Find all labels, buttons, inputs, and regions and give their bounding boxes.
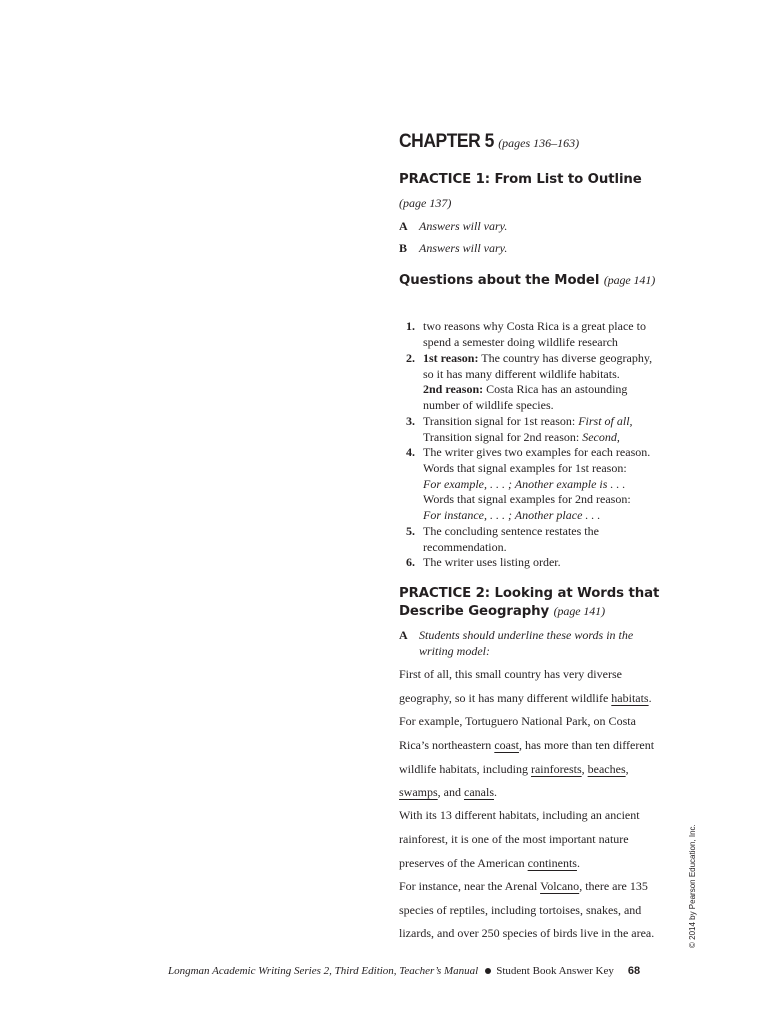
practice2-heading-text: Describe Geography xyxy=(399,604,550,619)
footer-series-title: Longman Academic Writing Series 2, Third Edition, Teacher’s Manual xyxy=(168,965,479,977)
underlined-word: coast xyxy=(494,738,519,752)
practice1-a-label: A xyxy=(399,219,408,233)
footer-section: Student Book Answer Key xyxy=(496,965,614,977)
list-item-number: 6. xyxy=(406,555,415,569)
list-item-text xyxy=(423,381,627,397)
questions-heading xyxy=(399,273,655,288)
excerpt-text: , xyxy=(625,762,629,776)
list-item-text: two reasons why Costa Rica is a great place to xyxy=(423,319,646,333)
excerpt-line: For example, Tortuguero National Park, on Costa xyxy=(399,714,636,728)
excerpt-line: rainforest, it is one of the most important nature xyxy=(399,832,629,846)
practice1-page-ref: (page 137) xyxy=(399,196,452,210)
list-item-text: recommendation. xyxy=(423,540,507,554)
list-item-text: The writer gives two examples for each reason. xyxy=(423,445,651,459)
signal-label: Transition signal for 1st reason: xyxy=(423,414,579,428)
practice1-b-label: B xyxy=(399,241,408,255)
practice1-b-text: Answers will vary. xyxy=(419,241,508,255)
underlined-word: rainforests xyxy=(530,762,582,776)
excerpt-text: preserves of the American xyxy=(399,856,528,870)
excerpt-line: With its 13 different habitats, including an ancient xyxy=(399,808,640,822)
reason-label: 1st reason: xyxy=(423,351,479,365)
list-item-text: The writer uses listing order. xyxy=(423,555,561,569)
bullet-icon xyxy=(485,968,491,974)
page-number: 68 xyxy=(627,965,641,977)
list-item-number: 3. xyxy=(406,414,415,428)
excerpt-text: Rica’s northeastern xyxy=(399,738,495,752)
reason-text: Costa Rica has an astounding xyxy=(483,382,628,396)
list-item-text xyxy=(423,413,633,429)
list-item-number: 2. xyxy=(406,351,415,365)
chapter-pages: (pages 136–163) xyxy=(498,136,580,150)
signal-word: First of all, xyxy=(578,414,633,428)
list-item-text: Words that signal examples for 2nd reason: xyxy=(423,492,631,506)
list-item-text: Words that signal examples for 1st reason: xyxy=(423,461,627,475)
list-item-text xyxy=(423,429,620,445)
list-item-number: 1. xyxy=(406,319,415,333)
chapter-label: CHAPTER 5 xyxy=(399,131,494,152)
signal-word: Second, xyxy=(582,430,620,444)
practice2-a-label: A xyxy=(399,628,408,642)
excerpt-text: , xyxy=(581,762,588,776)
practice2-page-ref: (page 141) xyxy=(553,604,605,618)
list-item-text: For example, . . . ; Another example is . . . xyxy=(423,477,626,491)
list-item-text: The concluding sentence restates the xyxy=(423,524,599,538)
signal-label: Transition signal for 2nd reason: xyxy=(423,430,583,444)
excerpt-text: , has more than ten different xyxy=(518,738,655,752)
practice2-heading-line2 xyxy=(399,604,605,619)
practice2-a-text: Students should underline these words in the xyxy=(419,628,634,642)
practice1-heading: PRACTICE 1: From List to Outline xyxy=(399,172,642,187)
reason-text: The country has diverse geography, xyxy=(478,351,653,365)
page-footer xyxy=(168,965,640,977)
list-item-text xyxy=(423,350,652,366)
excerpt-line: lizards, and over 250 species of birds live in the area. xyxy=(399,926,655,940)
excerpt-text: wildlife habitats, including xyxy=(399,762,531,776)
practice2-a-text: writing model: xyxy=(419,644,490,658)
list-item-text: For instance, . . . ; Another place . . . xyxy=(423,508,601,522)
questions-page-ref: (page 141) xyxy=(603,273,656,287)
excerpt-line xyxy=(399,737,654,753)
underlined-word: continents xyxy=(527,856,577,870)
excerpt-line xyxy=(399,690,652,706)
list-item-text: so it has many different wildlife habitats. xyxy=(423,367,620,381)
excerpt-line xyxy=(399,784,497,800)
excerpt-text: , there are 135 xyxy=(579,879,648,893)
list-item-number: 5. xyxy=(406,524,415,538)
excerpt-text: For instance, near the Arenal xyxy=(399,879,541,893)
excerpt-line: First of all, this small country has very diverse xyxy=(399,667,622,681)
excerpt-text: , and xyxy=(437,785,464,799)
underlined-word: canals xyxy=(464,785,494,799)
reason-label: 2nd reason: xyxy=(423,382,484,396)
excerpt-text: . xyxy=(493,785,497,799)
excerpt-line xyxy=(399,855,580,871)
questions-heading-text: Questions about the Model xyxy=(399,273,600,288)
underlined-word: beaches xyxy=(587,762,626,776)
excerpt-line: species of reptiles, including tortoises, snakes, and xyxy=(399,903,642,917)
practice1-a-text: Answers will vary. xyxy=(419,219,508,233)
list-item-number: 4. xyxy=(406,445,415,459)
excerpt-line xyxy=(399,761,629,777)
chapter-title xyxy=(399,131,579,153)
list-item-text: spend a semester doing wildlife research xyxy=(423,335,618,349)
excerpt-text: geography, so it has many different wildlife xyxy=(399,691,612,705)
underlined-word: Volcano xyxy=(540,879,580,893)
copyright-notice: © 2014 by Pearson Education, Inc. xyxy=(688,824,697,948)
list-item-text: number of wildlife species. xyxy=(423,398,554,412)
excerpt-text: . xyxy=(648,691,652,705)
excerpt-line xyxy=(399,878,648,894)
practice2-heading-line1: PRACTICE 2: Looking at Words that xyxy=(399,586,660,601)
underlined-word: swamps xyxy=(399,785,438,799)
excerpt-text: . xyxy=(576,856,580,870)
underlined-word: habitats xyxy=(611,691,649,705)
